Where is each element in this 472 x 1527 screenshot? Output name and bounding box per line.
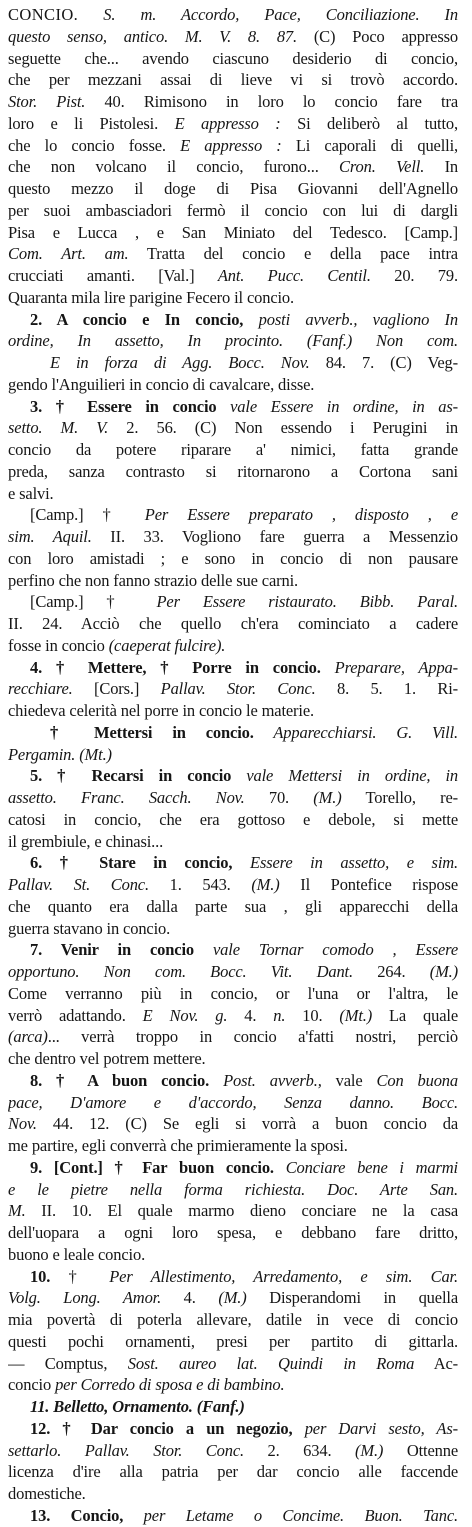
text-run: che quanto era dalla parte sua , gli apparecchi della bbox=[8, 896, 458, 916]
text-line bbox=[8, 374, 458, 396]
text-run: † bbox=[50, 1266, 110, 1286]
text-run: mia povertà di poterla allevare, datile in vece di concio bbox=[8, 1310, 458, 1329]
text-line bbox=[8, 330, 458, 352]
text-line bbox=[8, 1135, 458, 1157]
text-line bbox=[8, 983, 458, 1005]
italic-text: (M.) bbox=[355, 1440, 384, 1460]
italic-text: Cron. Vell. bbox=[339, 157, 425, 177]
text-run: Torello, re- bbox=[341, 788, 458, 807]
text-run: Pisa e Lucca , e San Miniato del Tedesco. [Camp.] bbox=[8, 222, 458, 242]
sense-heading: 12. † Dar concio a un negozio, bbox=[30, 1418, 293, 1438]
text-line bbox=[8, 48, 458, 70]
text-run: guerra stavano in concio. bbox=[8, 918, 171, 938]
text-line bbox=[8, 765, 458, 787]
text-line bbox=[8, 744, 458, 766]
text-run: licenza d'ire alla patria per dar concio alle faccende bbox=[8, 1462, 458, 1482]
text-run: loro e li Pistolesi. bbox=[8, 113, 175, 133]
text-line bbox=[8, 135, 458, 157]
text-line bbox=[8, 939, 458, 961]
text-run: [Cors.] bbox=[72, 679, 161, 699]
text-run: 70. bbox=[244, 788, 314, 807]
italic-text: Sost. aureo lat. Quindi in Roma bbox=[127, 1353, 415, 1373]
text-line bbox=[8, 1222, 458, 1244]
text-run: 20. 79. bbox=[370, 266, 458, 285]
text-run: che per mezzani assai di lieve vi si trovò accordo. bbox=[8, 70, 458, 90]
text-run: Il Pontefice rispose bbox=[279, 875, 458, 894]
text-line bbox=[8, 809, 458, 831]
italic-text: per Darvi sesto, As- bbox=[292, 1418, 458, 1438]
italic-text: Pallav. St. Conc. bbox=[8, 875, 149, 894]
text-run: 44. 12. (C) Se egli si vorrà a buon concio da bbox=[36, 1114, 458, 1134]
italic-text: Per Essere ristaurato. Bibb. Paral. bbox=[156, 592, 458, 612]
text-line bbox=[8, 200, 458, 222]
italic-text: opportuno. Non com. Bocc. Vit. Dant. bbox=[8, 962, 353, 981]
sense-heading: 2. A concio e In concio, bbox=[30, 309, 244, 329]
italic-text: per Letame o Concime. Buon. Tanc. bbox=[123, 1505, 458, 1525]
text-line bbox=[8, 504, 458, 526]
text-line bbox=[8, 1179, 458, 1201]
text-line bbox=[8, 635, 458, 657]
text-line bbox=[8, 1309, 458, 1331]
text-line bbox=[8, 222, 458, 244]
text-line bbox=[8, 1048, 458, 1070]
text-run: vale bbox=[335, 1070, 363, 1090]
text-line bbox=[8, 1266, 458, 1288]
italic-text: E appresso : bbox=[174, 113, 281, 133]
italic-text: S. m. Accordo, Pace, Conciliazione. In bbox=[78, 5, 458, 24]
text-run: questi pochi ornamenti, presi per partito di gittarla. bbox=[8, 1331, 458, 1351]
text-run: per suoi ambasciadori fermò il concio con lui di dargli bbox=[8, 200, 458, 220]
text-run: 2. 56. (C) Non essendo i Perugini in bbox=[108, 418, 458, 438]
sense-heading: 7. Venir in concio bbox=[30, 940, 194, 960]
text-line bbox=[8, 1483, 458, 1505]
text-line bbox=[8, 91, 458, 113]
sense-heading: 13. Concio, bbox=[30, 1505, 124, 1525]
text-run: 2. 634. bbox=[244, 1440, 356, 1460]
italic-text: M. bbox=[8, 1201, 26, 1221]
italic-text: (caeperat fulcire). bbox=[108, 635, 226, 655]
text-run: ... verrà troppo in concio a'fatti nostri, perciò bbox=[47, 1027, 458, 1047]
text-run: 264. bbox=[352, 962, 430, 981]
italic-text: questo senso, antico. M. V. 8. 87. bbox=[8, 26, 297, 46]
text-run: Come verranno più in concio, or l'una or l'altra, le bbox=[8, 983, 458, 1003]
text-line bbox=[8, 657, 458, 679]
text-run: fosse in concio bbox=[8, 635, 109, 655]
text-run: Ottenne bbox=[383, 1440, 458, 1460]
text-line bbox=[8, 1331, 458, 1353]
text-run: [Camp.] † bbox=[30, 592, 157, 612]
text-run: Disperandomi in quella bbox=[246, 1288, 458, 1308]
italic-text: pace, D'amore e d'accordo, Senza danno. Bocc. bbox=[8, 1092, 458, 1112]
text-line bbox=[8, 417, 458, 439]
text-line bbox=[8, 243, 458, 265]
text-run: il grembiule, e chinasi... bbox=[8, 831, 164, 851]
sense-heading: 6. † Stare in concio, bbox=[30, 853, 233, 873]
italic-text: Nov. bbox=[8, 1114, 37, 1134]
text-run: II. 10. El quale marmo dieno conciare ne la casa bbox=[25, 1201, 458, 1221]
text-run: II. 24. Acciò che quello ch'era cominciato a cadere bbox=[8, 614, 458, 633]
text-run: La quale bbox=[372, 1005, 458, 1025]
text-line bbox=[8, 1440, 458, 1462]
text-line bbox=[8, 4, 458, 26]
text-line bbox=[8, 918, 458, 940]
text-line bbox=[8, 483, 458, 505]
italic-text: e le pietre nella forma richiesta. Doc. Arte San. bbox=[8, 1179, 458, 1199]
text-run: che non volcano il concio, furono... bbox=[8, 157, 340, 177]
italic-text: Com. Art. am. bbox=[8, 244, 129, 264]
text-line bbox=[8, 352, 458, 374]
italic-text: Pallav. Stor. Conc. bbox=[160, 679, 316, 699]
text-run: 10. bbox=[285, 1005, 340, 1025]
text-line bbox=[8, 26, 458, 48]
italic-text: Per Essere preparato , disposto , e bbox=[144, 505, 458, 525]
text-line bbox=[8, 570, 458, 592]
text-line bbox=[8, 896, 458, 918]
dictionary-entry-concio bbox=[8, 4, 458, 1527]
text-run: seguette che... avendo ciascuno desiderio di concio, bbox=[8, 48, 458, 68]
text-line bbox=[8, 1200, 458, 1222]
text-run: 8. 5. 1. Ri- bbox=[315, 679, 458, 699]
text-line bbox=[8, 678, 458, 700]
text-line bbox=[8, 287, 458, 309]
text-line bbox=[8, 1026, 458, 1048]
text-run: II. 33. Vogliono fare guerra a Messenzio bbox=[91, 527, 458, 546]
italic-text: (Mt.) bbox=[339, 1005, 373, 1025]
italic-text: Pergamin. (Mt.) bbox=[8, 744, 112, 764]
italic-text: (M.) bbox=[251, 875, 280, 894]
text-line bbox=[8, 1113, 458, 1135]
italic-text: E appresso : bbox=[180, 135, 282, 155]
italic-text: vale Tornar comodo , Essere bbox=[194, 940, 458, 960]
italic-text: setto. M. V. bbox=[8, 418, 109, 438]
text-run: verrò adattando. bbox=[8, 1005, 143, 1025]
text-line bbox=[8, 961, 458, 983]
text-line bbox=[8, 591, 458, 613]
text-run: 40. Rimisono in loro lo concio fare tra bbox=[85, 92, 458, 111]
text-line bbox=[8, 852, 458, 874]
text-run: e salvi. bbox=[8, 483, 54, 503]
text-run: Li caporali di quelli, bbox=[281, 135, 458, 155]
italic-text: E in forza di Agg. Bocc. Nov. bbox=[50, 353, 310, 372]
text-line bbox=[8, 1396, 458, 1418]
sense-heading: 5. † Recarsi in concio bbox=[30, 766, 232, 786]
text-run: dell'uopara a ogni loro spesa, e debbano fare dritto, bbox=[8, 1223, 458, 1242]
text-line bbox=[8, 831, 458, 853]
text-line bbox=[8, 461, 458, 483]
italic-text: settarlo. Pallav. Stor. Conc. bbox=[8, 1440, 245, 1460]
sense-heading: 10. bbox=[30, 1266, 51, 1286]
italic-text: per Corredo di sposa e di bambino. bbox=[55, 1375, 285, 1395]
italic-text: (M.) bbox=[313, 788, 342, 807]
text-run: In bbox=[424, 157, 458, 177]
text-run: crucciati amanti. [Val.] bbox=[8, 266, 218, 285]
text-run: (C) Poco appresso bbox=[297, 26, 458, 46]
italic-text: posti avverb., vagliono In bbox=[243, 309, 458, 329]
text-line bbox=[8, 178, 458, 200]
italic-text: vale Mettersi in ordine, in bbox=[231, 766, 458, 786]
text-line bbox=[8, 548, 458, 570]
text-run: domestiche. bbox=[8, 1484, 86, 1503]
text-line bbox=[8, 265, 458, 287]
italic-text: recchiare. bbox=[8, 679, 73, 699]
italic-text: Stor. Pist. bbox=[8, 92, 86, 111]
text-run: concio bbox=[8, 1375, 56, 1395]
headword: CONCIO. bbox=[8, 5, 79, 24]
italic-text: assetto. Franc. Sacch. Nov. bbox=[8, 788, 245, 807]
text-run: Si deliberò al tutto, bbox=[280, 113, 458, 133]
text-run: chiedeva celerità nel porre in concio le materie. bbox=[8, 701, 314, 720]
text-line bbox=[8, 1157, 458, 1179]
italic-text: Volg. Long. Amor. bbox=[8, 1288, 162, 1308]
text-run: concio da potere riparare a' nimici, fatta grande bbox=[8, 440, 458, 459]
text-line bbox=[8, 439, 458, 461]
italic-text: Ant. Pucc. Centil. bbox=[217, 266, 371, 285]
text-run: con loro amistadi ; e sono in concio di non pausare bbox=[8, 548, 458, 568]
italic-text: ordine, In assetto, In procinto. (Fanf.) Non com. bbox=[8, 331, 458, 351]
sense-heading: 9. [Cont.] † Far buon concio. bbox=[30, 1157, 274, 1177]
text-line bbox=[8, 874, 458, 896]
text-run: 4. bbox=[161, 1288, 219, 1308]
text-line bbox=[8, 1461, 458, 1483]
text-run: che lo concio fosse. bbox=[8, 135, 181, 155]
text-line bbox=[8, 787, 458, 809]
text-line bbox=[8, 1070, 458, 1092]
text-line bbox=[8, 69, 458, 91]
italic-text: Post. avverb., bbox=[209, 1070, 336, 1090]
text-run: — Comptus, bbox=[8, 1353, 128, 1373]
text-line bbox=[8, 396, 458, 418]
italic-text: (arca) bbox=[8, 1027, 48, 1047]
italic-text: n. bbox=[273, 1005, 286, 1025]
text-run: 84. 7. (C) Veg- bbox=[309, 353, 458, 372]
text-line bbox=[8, 1287, 458, 1309]
text-run: 4. bbox=[227, 1005, 274, 1025]
text-run: Tratta del concio e della pace intra bbox=[128, 244, 458, 264]
text-run: gendo l'Anguilieri in concio di cavalcare, disse. bbox=[8, 374, 315, 394]
text-run: [Camp.] † bbox=[30, 505, 145, 525]
sense-heading: † Mettersi in concio. bbox=[50, 722, 254, 742]
text-line bbox=[8, 722, 458, 744]
italic-text: Per Allestimento, Arredamento, e sim. Car. bbox=[109, 1266, 458, 1286]
text-run: buono e leale concio. bbox=[8, 1244, 146, 1264]
text-line bbox=[8, 526, 458, 548]
italic-text: Con buona bbox=[362, 1070, 458, 1090]
italic-text: Apparecchiarsi. G. Vill. bbox=[253, 722, 458, 742]
text-line bbox=[8, 1353, 458, 1375]
text-line bbox=[8, 1005, 458, 1027]
italic-text: Essere in assetto, e sim. bbox=[232, 853, 458, 873]
text-line bbox=[8, 700, 458, 722]
sense-heading: 3. † Essere in concio bbox=[30, 396, 217, 416]
italic-text: Conciare bene i marmi bbox=[273, 1157, 458, 1177]
text-line bbox=[8, 309, 458, 331]
text-run: me partire, egli converrà che primieramente la sposi. bbox=[8, 1136, 348, 1155]
text-line bbox=[8, 613, 458, 635]
italic-text: (M.) bbox=[429, 962, 458, 981]
italic-text: sim. Aquil. bbox=[8, 527, 92, 546]
sense-heading: 11. Belletto, Ornamento. (Fanf.) bbox=[30, 1397, 245, 1416]
sense-heading: 8. † A buon concio. bbox=[30, 1070, 210, 1090]
italic-text: vale Essere in ordine, in as- bbox=[216, 396, 458, 416]
text-line bbox=[8, 1418, 458, 1440]
text-line bbox=[8, 1244, 458, 1266]
text-run: Ac- bbox=[414, 1353, 458, 1373]
text-run: questo mezzo il doge di Pisa Giovanni dell'Agnello bbox=[8, 179, 458, 198]
sense-heading: 4. † Mettere, † Porre in concio. bbox=[30, 657, 321, 677]
italic-text: (M.) bbox=[218, 1288, 247, 1308]
text-line bbox=[8, 1505, 458, 1527]
text-line bbox=[8, 156, 458, 178]
text-run: catosi in concio, che era gottoso e debole, si mette bbox=[8, 809, 458, 829]
text-run: Quaranta mila lire parigine Fecero il concio. bbox=[8, 287, 295, 307]
text-line bbox=[8, 1374, 458, 1396]
text-run: 1. 543. bbox=[148, 875, 252, 894]
text-run: che dentro vel potrem mettere. bbox=[8, 1049, 206, 1068]
text-run: perfino che non fanno strazio delle sue carni. bbox=[8, 570, 298, 590]
italic-text: Preparare, Appa- bbox=[320, 657, 458, 677]
text-run: preda, sanza contrasto si ritornarono a Cortona sani bbox=[8, 461, 458, 481]
text-line bbox=[8, 113, 458, 135]
italic-text: E Nov. g. bbox=[142, 1005, 228, 1025]
text-line bbox=[8, 1092, 458, 1114]
